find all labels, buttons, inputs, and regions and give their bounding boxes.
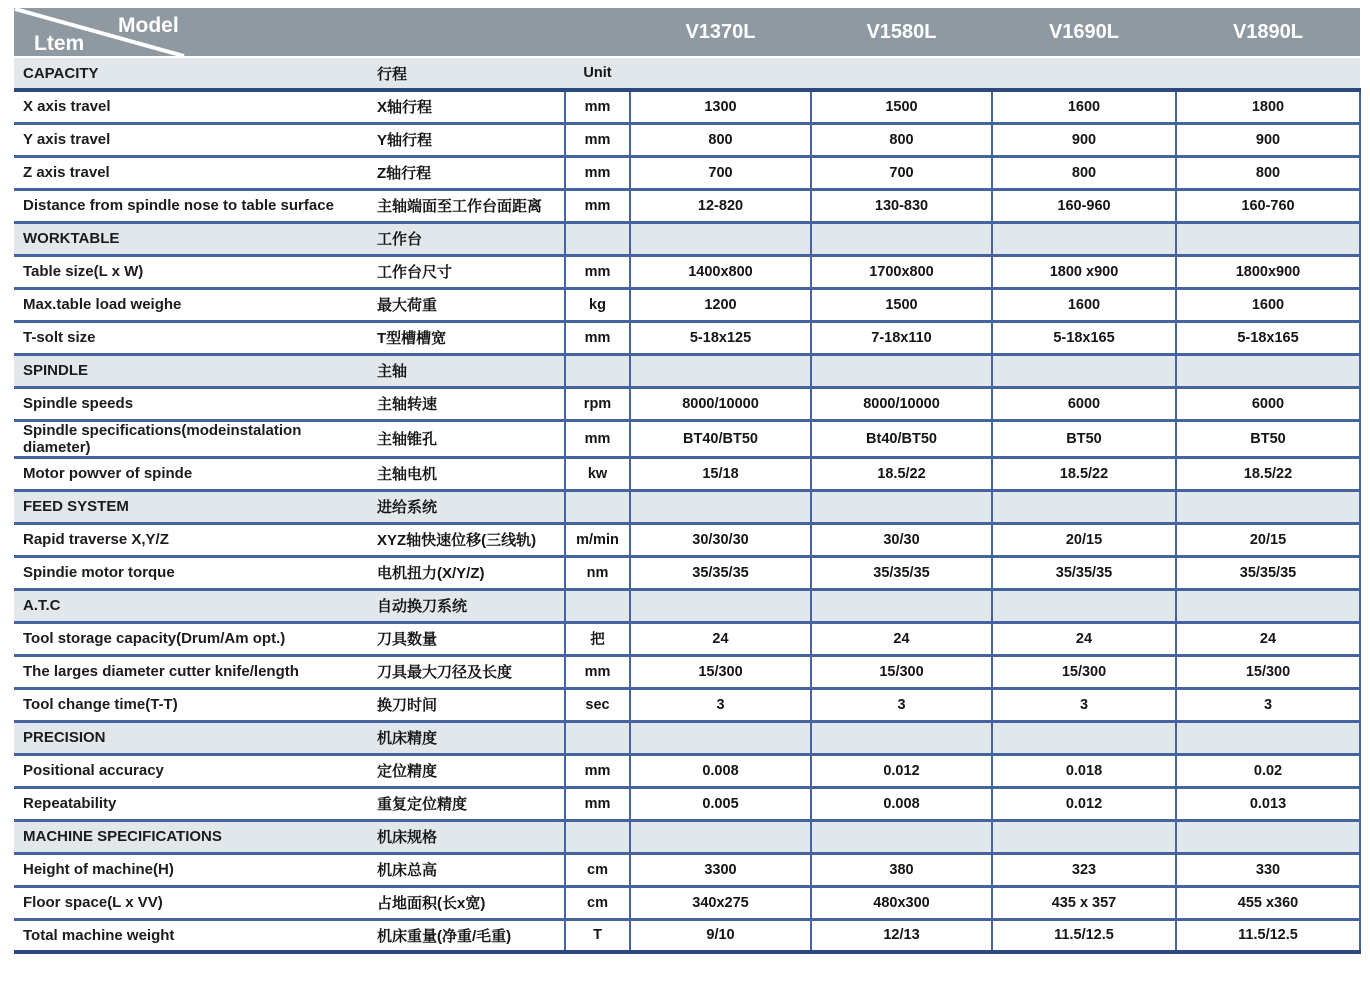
section-name-cn: 工作台 (369, 222, 565, 255)
unit-cell: mm (565, 787, 630, 820)
item-name-en: Distance from spindle nose to table surface (14, 189, 369, 222)
item-name-en: Spindie motor torque (14, 556, 369, 589)
section-header-row (14, 490, 1360, 523)
item-name-cn: 工作台尺寸 (369, 255, 565, 288)
section-name-en: WORKTABLE (14, 222, 369, 255)
value-cell: 0.005 (630, 787, 811, 820)
section-name-en: MACHINE SPECIFICATIONS (14, 820, 369, 853)
value-cell: 0.018 (992, 754, 1176, 787)
item-name-en: X axis travel (14, 90, 369, 123)
value-cell-empty (811, 354, 992, 387)
value-cell-empty (811, 721, 992, 754)
value-cell: 12-820 (630, 189, 811, 222)
value-cell-empty (992, 57, 1176, 90)
value-cell-empty (811, 490, 992, 523)
item-name-cn: 占地面积(长x宽) (369, 886, 565, 919)
item-name-cn: 刀具数量 (369, 622, 565, 655)
value-cell: 8000/10000 (811, 387, 992, 420)
value-cell: 1500 (811, 90, 992, 123)
value-cell-empty (1176, 589, 1360, 622)
value-cell: 18.5/22 (992, 457, 1176, 490)
value-cell: Bt40/BT50 (811, 420, 992, 457)
value-cell: 330 (1176, 853, 1360, 886)
item-name-cn: 最大荷重 (369, 288, 565, 321)
value-cell: 9/10 (630, 919, 811, 952)
unit-cell: mm (565, 754, 630, 787)
item-name-cn: 重复定位精度 (369, 787, 565, 820)
unit-cell: rpm (565, 387, 630, 420)
section-name-en: FEED SYSTEM (14, 490, 369, 523)
spec-row (14, 886, 1360, 919)
value-cell: 1200 (630, 288, 811, 321)
unit-cell: mm (565, 420, 630, 457)
unit-cell: mm (565, 90, 630, 123)
unit-cell-empty (565, 222, 630, 255)
value-cell-empty (1176, 57, 1360, 90)
item-name-cn: 定位精度 (369, 754, 565, 787)
value-cell-empty (630, 820, 811, 853)
value-cell: 5-18x165 (992, 321, 1176, 354)
item-name-cn: 机床重量(净重/毛重) (369, 919, 565, 952)
item-name-cn: 刀具最大刀径及长度 (369, 655, 565, 688)
item-name-en: Spindle specifications(modeinstalation diameter) (14, 420, 369, 457)
value-cell-empty (992, 589, 1176, 622)
spec-row (14, 688, 1360, 721)
value-cell: 480x300 (811, 886, 992, 919)
section-header-row (14, 222, 1360, 255)
value-cell: 1800 x900 (992, 255, 1176, 288)
value-cell: 1600 (992, 288, 1176, 321)
item-name-cn: X轴行程 (369, 90, 565, 123)
value-cell: 15/300 (992, 655, 1176, 688)
item-name-en: Height of machine(H) (14, 853, 369, 886)
unit-cell: sec (565, 688, 630, 721)
value-cell: 5-18x125 (630, 321, 811, 354)
item-name-cn: Z轴行程 (369, 156, 565, 189)
model-column-header: V1690L (992, 8, 1176, 57)
spec-row (14, 919, 1360, 952)
spec-row (14, 853, 1360, 886)
unit-cell: kw (565, 457, 630, 490)
item-name-cn: 主轴端面至工作台面距离 (369, 189, 565, 222)
value-cell: 0.008 (630, 754, 811, 787)
value-cell: 0.02 (1176, 754, 1360, 787)
value-cell-empty (1176, 820, 1360, 853)
value-cell: 15/300 (811, 655, 992, 688)
item-name-en: Tool storage capacity(Drum/Am opt.) (14, 622, 369, 655)
value-cell: 15/300 (630, 655, 811, 688)
unit-cell: m/min (565, 523, 630, 556)
item-name-en: Tool change time(T-T) (14, 688, 369, 721)
value-cell: 340x275 (630, 886, 811, 919)
value-cell: 12/13 (811, 919, 992, 952)
unit-column-header: Unit (565, 57, 630, 90)
value-cell: BT50 (1176, 420, 1360, 457)
item-name-en: Z axis travel (14, 156, 369, 189)
unit-cell: mm (565, 655, 630, 688)
value-cell: 435 x 357 (992, 886, 1176, 919)
value-cell: 30/30 (811, 523, 992, 556)
spec-row (14, 255, 1360, 288)
spec-row (14, 288, 1360, 321)
unit-cell: T (565, 919, 630, 952)
value-cell: 20/15 (992, 523, 1176, 556)
value-cell-empty (811, 222, 992, 255)
value-cell: BT50 (992, 420, 1176, 457)
item-name-en: Positional accuracy (14, 754, 369, 787)
item-name-en: The larges diameter cutter knife/length (14, 655, 369, 688)
corner-cell (14, 8, 630, 57)
unit-cell-empty (565, 589, 630, 622)
spec-table-body (14, 57, 1360, 952)
spec-row (14, 523, 1360, 556)
unit-cell-empty (565, 490, 630, 523)
section-name-cn: 机床精度 (369, 721, 565, 754)
spec-row (14, 90, 1360, 123)
value-cell-empty (630, 354, 811, 387)
value-cell-empty (992, 490, 1176, 523)
value-cell: 18.5/22 (811, 457, 992, 490)
section-header-row (14, 820, 1360, 853)
value-cell-empty (630, 57, 811, 90)
value-cell: 380 (811, 853, 992, 886)
item-name-en: Repeatability (14, 787, 369, 820)
value-cell: 1300 (630, 90, 811, 123)
section-name-en: CAPACITY (14, 57, 369, 90)
value-cell: 1800x900 (1176, 255, 1360, 288)
value-cell: 11.5/12.5 (992, 919, 1176, 952)
value-cell: 3 (630, 688, 811, 721)
value-cell-empty (1176, 721, 1360, 754)
item-name-cn: 主轴电机 (369, 457, 565, 490)
unit-cell: cm (565, 853, 630, 886)
value-cell-empty (1176, 354, 1360, 387)
section-header-row (14, 721, 1360, 754)
unit-cell: mm (565, 321, 630, 354)
spec-row (14, 189, 1360, 222)
section-header-row (14, 57, 1360, 90)
value-cell: 160-760 (1176, 189, 1360, 222)
spec-row (14, 457, 1360, 490)
value-cell: 1500 (811, 288, 992, 321)
value-cell: 35/35/35 (992, 556, 1176, 589)
item-name-cn: Y轴行程 (369, 123, 565, 156)
item-name-en: Table size(L x W) (14, 255, 369, 288)
value-cell-empty (992, 820, 1176, 853)
item-name-en: Total machine weight (14, 919, 369, 952)
value-cell: 20/15 (1176, 523, 1360, 556)
spec-table (14, 8, 1361, 954)
value-cell: BT40/BT50 (630, 420, 811, 457)
unit-cell-empty (565, 354, 630, 387)
unit-cell: mm (565, 156, 630, 189)
value-cell: 35/35/35 (811, 556, 992, 589)
value-cell: 5-18x165 (1176, 321, 1360, 354)
item-name-cn: 电机扭力(X/Y/Z) (369, 556, 565, 589)
item-name-cn: 主轴锥孔 (369, 420, 565, 457)
value-cell: 6000 (1176, 387, 1360, 420)
model-column-header: V1370L (630, 8, 811, 57)
unit-cell: kg (565, 288, 630, 321)
value-cell: 1600 (1176, 288, 1360, 321)
value-cell: 800 (630, 123, 811, 156)
value-cell: 1700x800 (811, 255, 992, 288)
spec-row (14, 556, 1360, 589)
value-cell: 1600 (992, 90, 1176, 123)
spec-row (14, 321, 1360, 354)
spec-row (14, 123, 1360, 156)
corner-item-label: Ltem (34, 32, 85, 55)
unit-cell: mm (565, 255, 630, 288)
section-name-cn: 主轴 (369, 354, 565, 387)
item-name-cn: 主轴转速 (369, 387, 565, 420)
value-cell: 24 (1176, 622, 1360, 655)
spec-row (14, 156, 1360, 189)
section-name-cn: 进给系统 (369, 490, 565, 523)
value-cell: 6000 (992, 387, 1176, 420)
value-cell: 0.012 (811, 754, 992, 787)
unit-cell-empty (565, 721, 630, 754)
item-name-cn: XYZ轴快速位移(三线轨) (369, 523, 565, 556)
value-cell: 3300 (630, 853, 811, 886)
unit-cell: nm (565, 556, 630, 589)
model-column-header: V1580L (811, 8, 992, 57)
value-cell: 130-830 (811, 189, 992, 222)
section-name-en: PRECISION (14, 721, 369, 754)
item-name-cn: 机床总高 (369, 853, 565, 886)
value-cell-empty (992, 222, 1176, 255)
section-header-row (14, 354, 1360, 387)
section-name-en: SPINDLE (14, 354, 369, 387)
spec-row (14, 655, 1360, 688)
item-name-cn: 换刀时间 (369, 688, 565, 721)
section-name-cn: 机床规格 (369, 820, 565, 853)
value-cell: 0.008 (811, 787, 992, 820)
section-name-en: A.T.C (14, 589, 369, 622)
item-name-en: Motor powver of spinde (14, 457, 369, 490)
value-cell-empty (630, 490, 811, 523)
model-header-row (14, 8, 1360, 57)
value-cell: 15/300 (1176, 655, 1360, 688)
value-cell: 700 (811, 156, 992, 189)
item-name-en: Floor space(L x VV) (14, 886, 369, 919)
spec-row (14, 387, 1360, 420)
value-cell: 800 (992, 156, 1176, 189)
value-cell-empty (992, 721, 1176, 754)
value-cell: 323 (992, 853, 1176, 886)
section-header-row (14, 589, 1360, 622)
item-name-en: Spindle speeds (14, 387, 369, 420)
unit-cell: 把 (565, 622, 630, 655)
item-name-en: T-solt size (14, 321, 369, 354)
value-cell-empty (1176, 222, 1360, 255)
value-cell: 800 (811, 123, 992, 156)
value-cell: 700 (630, 156, 811, 189)
value-cell: 1800 (1176, 90, 1360, 123)
spec-row (14, 420, 1360, 457)
value-cell: 18.5/22 (1176, 457, 1360, 490)
value-cell: 3 (992, 688, 1176, 721)
section-name-cn: 行程 (369, 57, 565, 90)
value-cell: 8000/10000 (630, 387, 811, 420)
value-cell: 0.013 (1176, 787, 1360, 820)
value-cell: 3 (1176, 688, 1360, 721)
value-cell: 11.5/12.5 (1176, 919, 1360, 952)
value-cell: 7-18x110 (811, 321, 992, 354)
value-cell: 24 (992, 622, 1176, 655)
spec-row (14, 787, 1360, 820)
value-cell: 160-960 (992, 189, 1176, 222)
unit-cell-empty (565, 820, 630, 853)
value-cell: 15/18 (630, 457, 811, 490)
unit-cell: cm (565, 886, 630, 919)
item-name-en: Y axis travel (14, 123, 369, 156)
model-column-header: V1890L (1176, 8, 1360, 57)
value-cell: 455 x360 (1176, 886, 1360, 919)
value-cell: 900 (992, 123, 1176, 156)
spec-row (14, 754, 1360, 787)
value-cell-empty (811, 589, 992, 622)
spec-row (14, 622, 1360, 655)
value-cell-empty (992, 354, 1176, 387)
value-cell-empty (630, 222, 811, 255)
corner-model-label: Model (118, 14, 179, 37)
item-name-en: Max.table load weighe (14, 288, 369, 321)
value-cell: 1400x800 (630, 255, 811, 288)
section-name-cn: 自动换刀系统 (369, 589, 565, 622)
value-cell-empty (1176, 490, 1360, 523)
value-cell: 800 (1176, 156, 1360, 189)
value-cell: 3 (811, 688, 992, 721)
value-cell: 30/30/30 (630, 523, 811, 556)
value-cell: 35/35/35 (630, 556, 811, 589)
value-cell-empty (630, 721, 811, 754)
value-cell-empty (811, 820, 992, 853)
value-cell: 24 (811, 622, 992, 655)
unit-cell: mm (565, 123, 630, 156)
value-cell: 24 (630, 622, 811, 655)
value-cell: 0.012 (992, 787, 1176, 820)
value-cell: 900 (1176, 123, 1360, 156)
value-cell-empty (630, 589, 811, 622)
item-name-en: Rapid traverse X,Y/Z (14, 523, 369, 556)
unit-cell: mm (565, 189, 630, 222)
value-cell: 35/35/35 (1176, 556, 1360, 589)
value-cell-empty (811, 57, 992, 90)
item-name-cn: T型槽槽宽 (369, 321, 565, 354)
